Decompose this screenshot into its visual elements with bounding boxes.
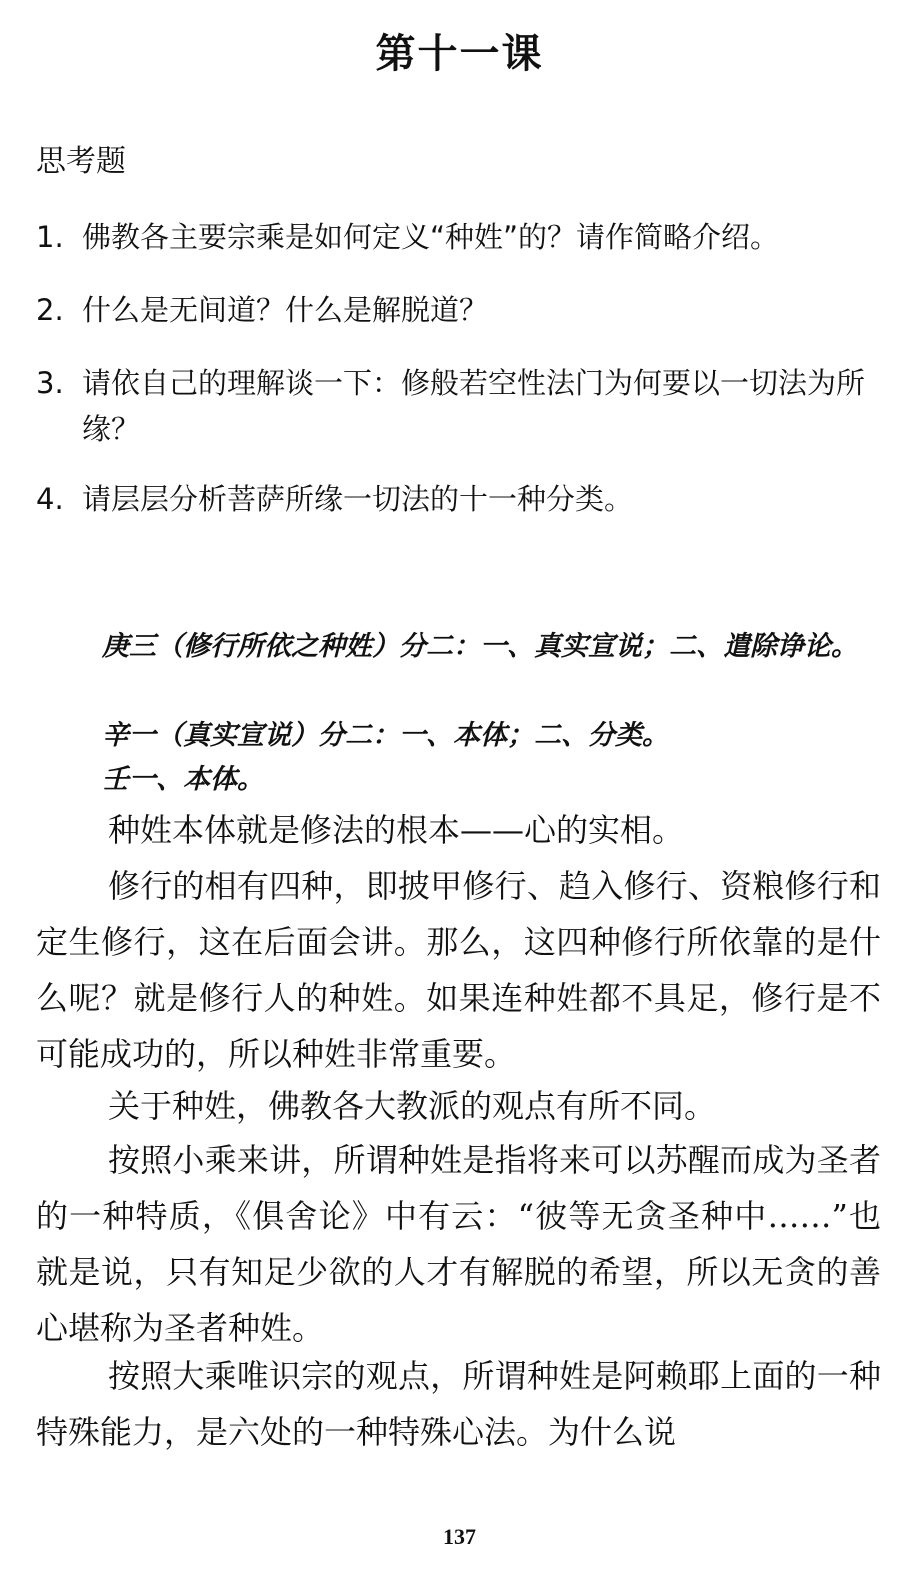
question-item bbox=[36, 214, 886, 260]
outline-heading-3: 壬一、本体。 bbox=[102, 764, 264, 795]
question-item bbox=[36, 476, 886, 522]
body-paragraph: 按照小乘来讲，所谓种姓是指将来可以苏醒而成为圣者的一种特质，《俱舍论》中有云：“彼等无贪圣种中……”也就是说，只有知足少欲的人才有解脱的希望，所以无贪的善心堪称为圣者种姓。 bbox=[36, 1141, 881, 1347]
outline-heading-1: 庚三（修行所依之种姓）分二：一、真实宣说；二、遣除诤论。 bbox=[102, 631, 858, 662]
body-paragraph: 关于种姓，佛教各大教派的观点有所不同。 bbox=[108, 1087, 717, 1125]
page-number: 137 bbox=[443, 1524, 476, 1549]
question-text: 请依自己的理解谈一下：修般若空性法门为何要以一切法为所缘？ bbox=[82, 366, 866, 446]
lesson-title: 第十一课 bbox=[375, 30, 544, 77]
body-paragraph: 种姓本体就是修法的根本——心的实相。 bbox=[108, 811, 685, 849]
outline-heading-2: 辛一（真实宣说）分二：一、本体；二、分类。 bbox=[102, 720, 669, 751]
question-number: 3. bbox=[36, 366, 64, 400]
body-paragraph: 修行的相有四种，即披甲修行、趋入修行、资粮修行和定生修行，这在后面会讲。那么，这四种修行所依靠的是什么呢？就是修行人的种姓。如果连种姓都不具足，修行是不可能成功的，所以种姓非常重要。 bbox=[36, 867, 881, 1073]
question-item bbox=[36, 360, 886, 452]
question-number: 2. bbox=[36, 293, 64, 327]
question-number: 4. bbox=[36, 482, 64, 516]
question-text: 什么是无间道？什么是解脱道？ bbox=[82, 293, 489, 327]
question-text: 请层层分析菩萨所缘一切法的十一种分类。 bbox=[82, 482, 634, 516]
question-item bbox=[36, 287, 886, 333]
question-text: 佛教各主要宗乘是如何定义“种姓”的？请作简略介绍。 bbox=[82, 220, 780, 254]
body-paragraph: 按照大乘唯识宗的观点，所谓种姓是阿赖耶上面的一种特殊能力，是六处的一种特殊心法。为什么说 bbox=[36, 1357, 881, 1451]
question-number: 1. bbox=[36, 220, 64, 254]
questions-heading: 思考题 bbox=[36, 144, 126, 179]
